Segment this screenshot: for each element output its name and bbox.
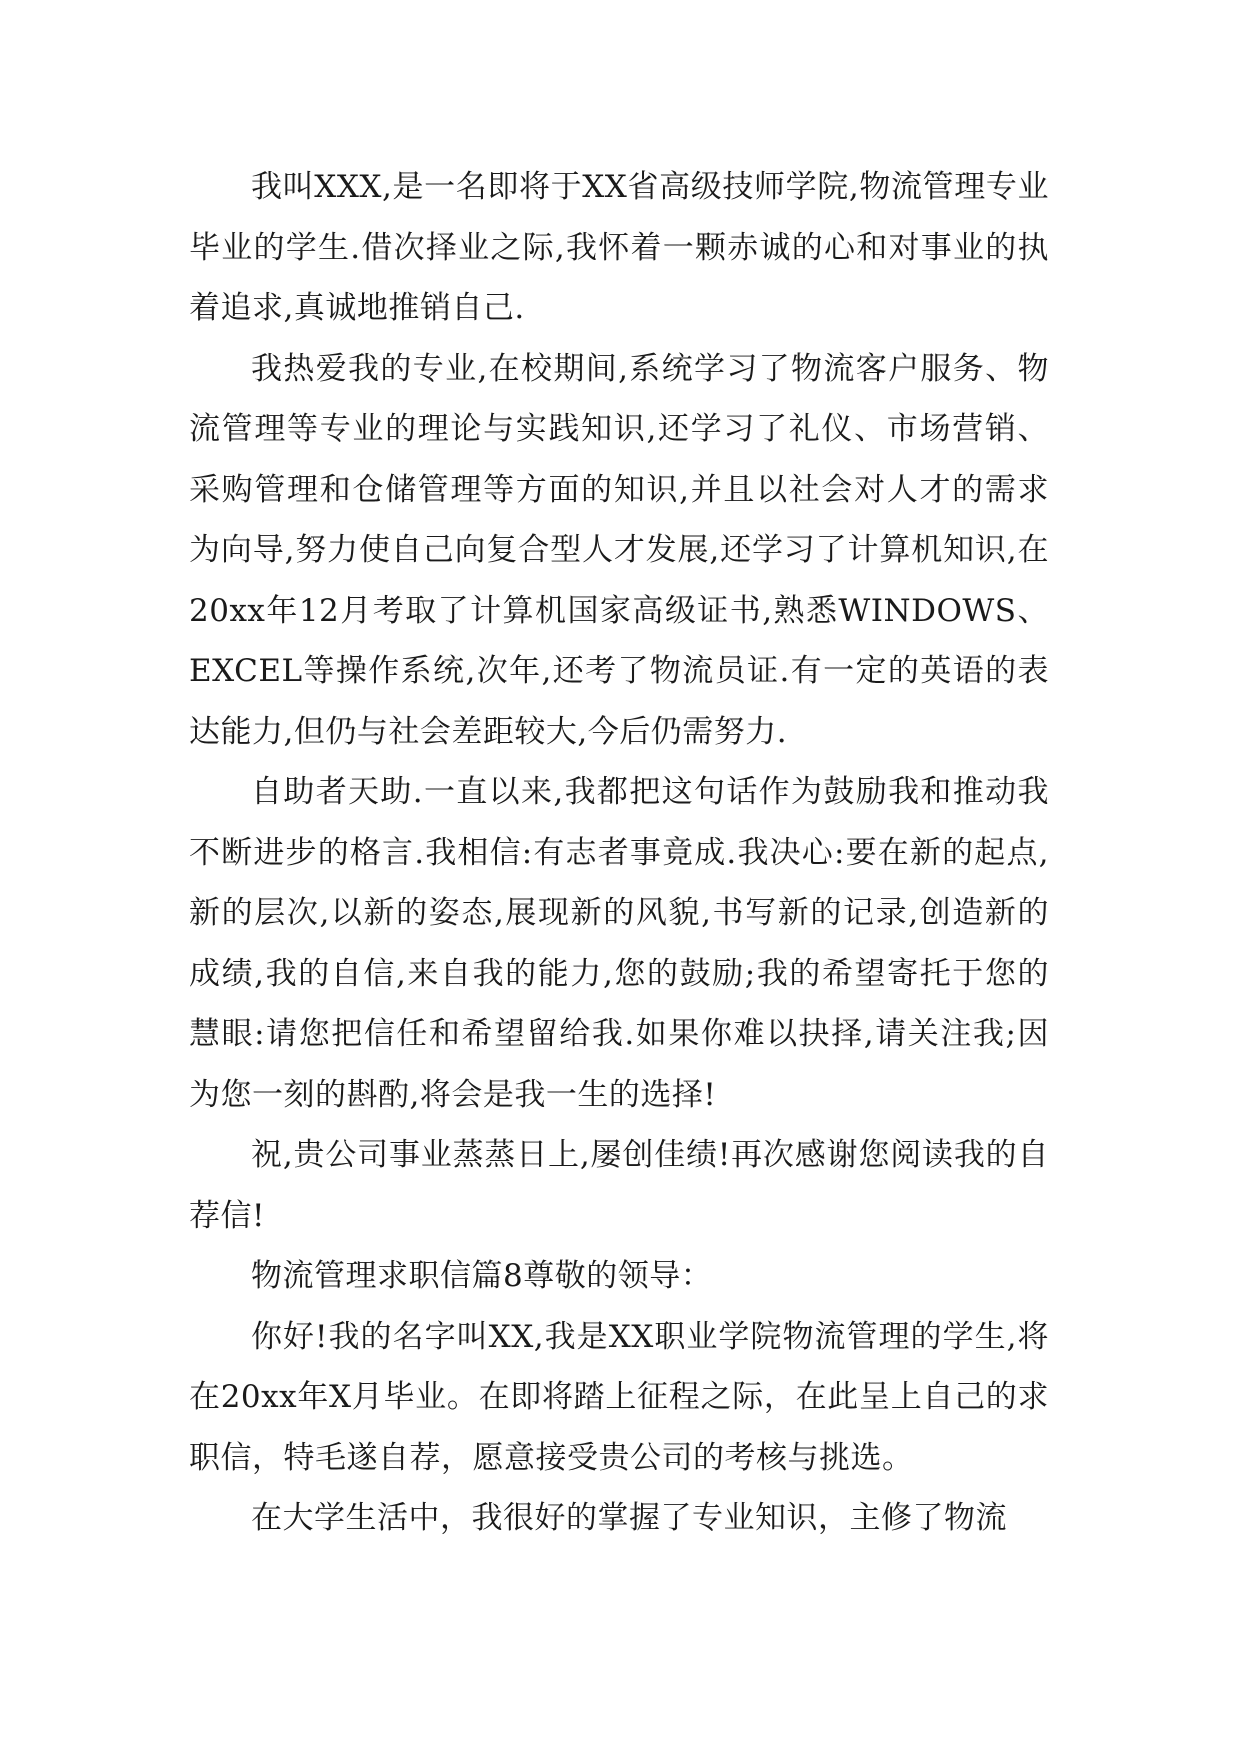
paragraph-introduction: 我叫XXX,是一名即将于XX省高级技师学院,物流管理专业毕业的学生.借次择业之际,我怀着一颗赤诚的心和对事业的执着追求,真诚地推销自己. [189, 169, 1049, 326]
paragraph-motto: 自助者天助.一直以来,我都把这句话作为鼓励我和推动我不断进步的格言.我相信:有志者事竟成.我决心:要在新的起点,新的层次,以新的姿态,展现新的风貌,书写新的记录,创造新的成绩,我的自信,来自我的能力,您的鼓励;我的希望寄托于您的慧眼:请您把信任和希望留给我.如果你难以抉择,请关注我;因为您一刻的斟酌,将会是我一生的选择! [189, 774, 1049, 1113]
paragraph-studies: 我热爱我的专业,在校期间,系统学习了物流客户服务、物流管理等专业的理论与实践知识,还学习了礼仪、市场营销、采购管理和仓储管理等方面的知识,并且以社会对人才的需求为向导,努力使自己向复合型人才发展,还学习了计算机知识,在20xx年12月考取了计算机国家高级证书,熟悉WINDOWS、EXCEL等操作系统,次年,还考了物流员证.有一定的英语的表达能力,但仍与社会差距较大,今后仍需努力. [189, 350, 1049, 750]
paragraph-closing-wishes: 祝,贵公司事业蒸蒸日上,屡创佳绩!再次感谢您阅读我的自荐信! [189, 1137, 1049, 1234]
paragraph-university-life: 在大学生活中，我很好的掌握了专业知识，主修了物流 [251, 1500, 1007, 1536]
paragraph-greeting: 你好!我的名字叫XX,我是XX职业学院物流管理的学生,将在20xx年X月毕业。在即将踏上征程之际，在此呈上自己的求职信，特毛遂自荐，愿意接受贵公司的考核与挑选。 [189, 1318, 1049, 1476]
section-heading-letter-8: 物流管理求职信篇8尊敬的领导： [251, 1258, 713, 1294]
letter-body [189, 157, 1049, 1549]
